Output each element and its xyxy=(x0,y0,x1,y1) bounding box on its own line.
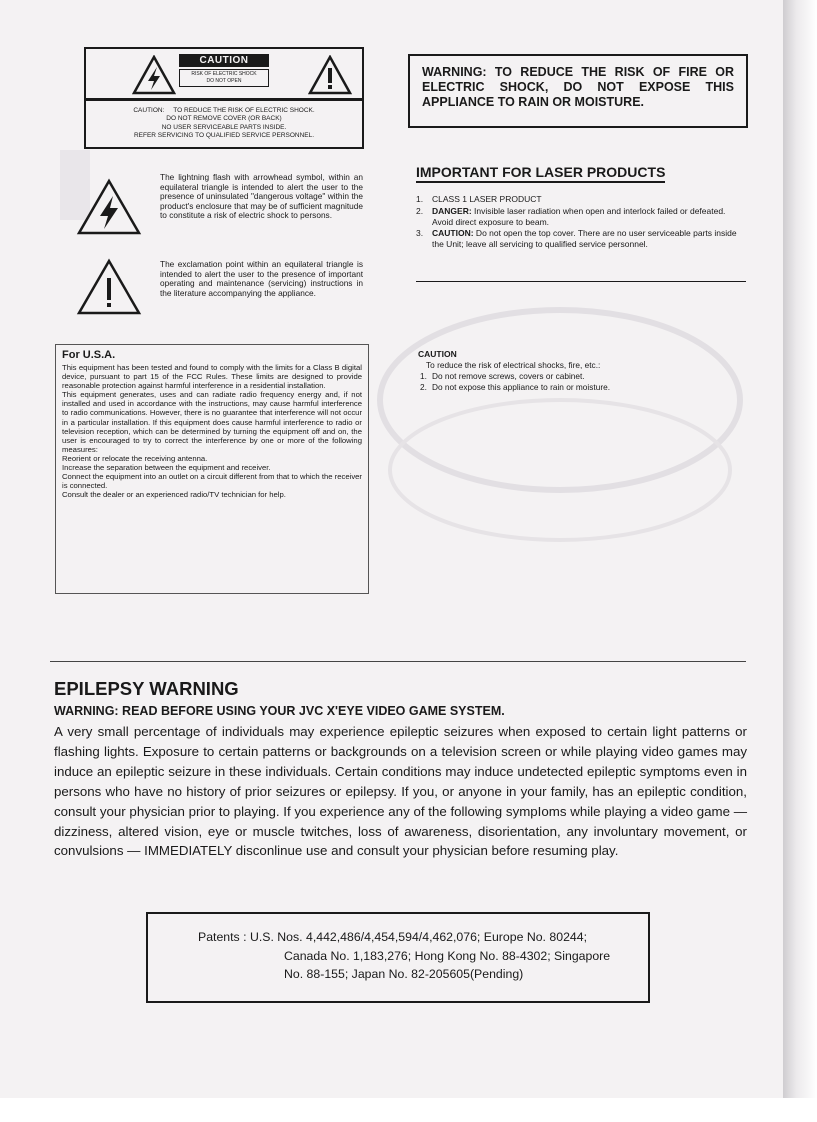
list-number: 2. xyxy=(416,205,424,216)
patents-box xyxy=(146,912,650,1003)
caution-text-line: REFER SERVICING TO QUALIFIED SERVICE PERSONNEL. xyxy=(133,132,315,140)
section-divider xyxy=(416,281,746,282)
fcc-paragraph: Reorient or relocate the receiving antenna. xyxy=(62,453,208,463)
exclamation-symbol-description: The exclamation point within an equilateral triangle is intended to alert the user to the presence of important operating and maintenance (servicing) instructions in the literature accompanying the appliance. xyxy=(160,259,363,298)
list-label: CAUTION: xyxy=(432,228,474,239)
fcc-paragraph: This equipment has been tested and found to comply with the limits for a Class B digital device, pursuant to part 15 of the FCC Rules. These limits are designed to provide reasonable protection against harmful interference in a residential installation. xyxy=(62,363,362,391)
lightning-warning-icon xyxy=(132,55,176,95)
caution-title: CAUTION xyxy=(179,54,269,67)
caution-label-text xyxy=(90,107,358,141)
list-item xyxy=(416,206,746,228)
list-item xyxy=(416,228,746,250)
caution-label-header xyxy=(86,49,362,101)
patents-line: No. 88-155; Japan No. 82-205605(Pending) xyxy=(284,967,524,981)
list-text: Invisible laser radiation when open and interlock failed or defeated. Avoid direct exposure to beam. xyxy=(432,205,726,227)
list-item xyxy=(418,371,748,382)
fcc-notice-box xyxy=(55,344,369,594)
fire-shock-warning-box xyxy=(408,54,748,128)
fcc-paragraph: Increase the separation between the equipment and receiver. xyxy=(62,463,271,473)
exclamation-warning-icon xyxy=(308,55,352,95)
list-text: Do not open the top cover. There are no user serviceable parts inside the Unit; leave all servicing to qualified service personnel. xyxy=(432,228,737,250)
list-text: Do not remove screws, covers or cabinet. xyxy=(432,371,585,381)
caution-text-line: CAUTION: TO REDUCE THE RISK OF ELECTRIC SHOCK. xyxy=(133,107,315,114)
caution-text-line: DO NOT REMOVE COVER (OR BACK) xyxy=(166,115,282,123)
section-divider xyxy=(50,661,746,662)
laser-section-title: IMPORTANT FOR LASER PRODUCTS xyxy=(416,164,665,183)
epilepsy-subtitle: WARNING: READ BEFORE USING YOUR JVC X'EYE VIDEO GAME SYSTEM. xyxy=(54,704,505,718)
caution-center-panel xyxy=(179,54,269,94)
caution-subtitle xyxy=(179,69,269,87)
list-number: 3. xyxy=(416,228,424,239)
caution-text-line: NO USER SERVICEABLE PARTS INSIDE. xyxy=(161,123,287,131)
caution-notice-list xyxy=(418,371,748,393)
caution-notice-title: CAUTION xyxy=(418,349,457,359)
fcc-body xyxy=(62,363,362,499)
caution-sub-line1: RISK OF ELECTRIC SHOCK xyxy=(191,71,257,77)
list-item xyxy=(418,382,748,393)
page-shadow-edge xyxy=(783,0,817,1098)
list-label: DANGER: xyxy=(432,205,472,216)
warning-text: WARNING: TO REDUCE THE RISK OF FIRE OR ELECTRIC SHOCK, DO NOT EXPOSE THIS APPLIANCE TO RAIN OR MOISTURE. xyxy=(422,65,734,109)
bottom-margin xyxy=(0,1098,817,1122)
fcc-paragraph: Consult the dealer or an experienced radio/TV technician for help. xyxy=(62,490,286,500)
list-number: 1. xyxy=(416,194,424,204)
fcc-paragraph: Connect the equipment into an outlet on a circuit different from that to which the receiver is connected. xyxy=(62,472,362,491)
patents-line: Canada No. 1,183,276; Hong Kong No. 88-4302; Singapore xyxy=(284,948,611,963)
caution-notice xyxy=(418,349,748,393)
list-text: CLASS 1 LASER PRODUCT xyxy=(432,194,542,204)
fcc-title: For U.S.A. xyxy=(62,349,116,361)
caution-notice-intro: To reduce the risk of electrical shocks, fire, etc.: xyxy=(426,360,601,370)
lightning-symbol-description: The lightning flash with arrowhead symbol, within an equilateral triangle is intended to alert the user to the presence of uninsulated "dangerous voltage" within the product's enclosure that may be of sufficient magnitude to constitute a risk of electric shock to persons. xyxy=(160,172,363,221)
caution-label xyxy=(84,47,364,149)
epilepsy-title: EPILEPSY WARNING xyxy=(54,678,239,699)
fcc-paragraph: This equipment generates, uses and can radiate radio frequency energy and, if not installed and used in accordance with the instructions, may cause harmful interference to radio communications. However, there is no guarantee that interference will not occur in a particular installation. If this equipment does cause harmful interference to radio or television reception, which can be determined by turning the equipment off and on, the user is encouraged to try to correct the interference by one or more of the following measures: xyxy=(62,390,362,454)
list-number: 1. xyxy=(420,371,427,381)
list-number: 2. xyxy=(420,382,427,392)
lightning-triangle-icon xyxy=(76,178,142,236)
patents-line: Patents : U.S. Nos. 4,442,486/4,454,594/4,462,076; Europe No. 80244; xyxy=(198,930,587,944)
list-text: Do not expose this appliance to rain or moisture. xyxy=(432,382,611,392)
laser-list xyxy=(416,194,746,251)
exclamation-triangle-icon xyxy=(76,258,142,316)
epilepsy-body: A very small percentage of individuals may experience epileptic seizures when exposed to certain light patterns or flashing lights. Exposure to certain patterns or backgrounds on a television screen or while playing video games may induce an epileptic seizure in these individuals. Certain conditions may induce undetected epileptic symptoms even in persons who have no history of prior seizures or epilepsy. If you, or anyone in your family, has an epileptic condition, consult your physician prior to playing. If you experience any of the following sympIoms while playing a video game — dizziness, altered vision, eye or muscle twitches, loss of awareness, disorientation, any involuntary movement, or convulsions — IMMEDIATELY disconlinue use and consult your physician before resuming play. xyxy=(54,724,747,859)
caution-sub-line2: DO NOT OPEN xyxy=(206,78,242,84)
list-item xyxy=(416,194,746,205)
